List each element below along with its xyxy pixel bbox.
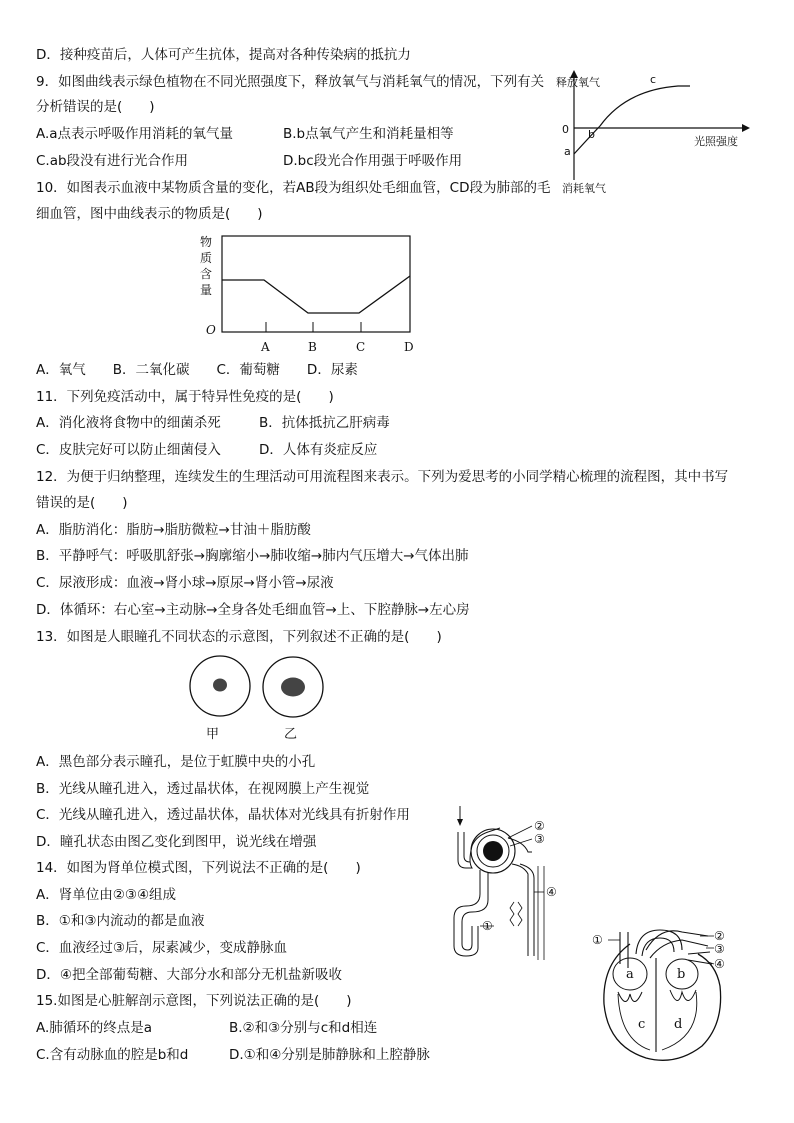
q9-x-label: 光照强度 <box>694 135 738 148</box>
q10-options: A．氧气 B．二氧化碳 C．葡萄糖 D．尿素 <box>36 362 358 378</box>
q9-point-c: c <box>650 73 657 86</box>
q10-stem-line2: 细血管，图中曲线表示的物质是( ) <box>36 206 263 222</box>
q15-chamber-a: a <box>626 967 634 982</box>
q11-stem: 11．下列免疫活动中，属于特异性免疫的是( ) <box>36 389 334 405</box>
q14-option-c: C．血液经过③后，尿素减少，变成静脉血 <box>36 940 288 956</box>
q10-xtick-d: D <box>404 340 414 354</box>
q12-option-b: B．平静呼气：呼吸肌舒张→胸廓缩小→肺收缩→肺内气压增大→气体出肺 <box>36 548 469 564</box>
q13-label-jia: 甲 <box>206 727 220 742</box>
q15-stem: 15.如图是心脏解剖示意图，下列说法正确的是( ) <box>36 993 352 1009</box>
q10-origin: O <box>206 323 216 337</box>
q11-option-a: A．消化液将食物中的细菌杀死 <box>36 415 221 431</box>
q15-option-a: A.肺循环的终点是a <box>36 1020 153 1036</box>
q15-option-d: D.①和④分别是肺静脉和上腔静脉 <box>229 1047 430 1063</box>
q13-label-yi: 乙 <box>284 727 298 742</box>
q9-option-d: D.bc段光合作用强于呼吸作用 <box>283 153 463 169</box>
q11-option-d: D．人体有炎症反应 <box>259 442 378 458</box>
q15-chamber-d: d <box>674 1017 683 1032</box>
q12-option-c: C．尿液形成：血液→肾小球→原尿→肾小管→尿液 <box>36 575 334 591</box>
q14-option-b: B．①和③内流动的都是血液 <box>36 913 205 929</box>
q12-option-d: D．体循环：右心室→主动脉→全身各处毛细血管→上、下腔静脉→左心房 <box>36 602 470 618</box>
q13-option-b: B．光线从瞳孔进入，透过晶状体，在视网膜上产生视觉 <box>36 781 370 797</box>
q14-label-3: ③ <box>534 832 545 846</box>
q10-xtick-b: B <box>308 340 317 354</box>
q10-figure <box>196 230 426 358</box>
q12-stem-line1: 12．为便于归纳整理，连续发生的生理活动可用流程图来表示。下列为爱思考的小同学精心梳理的流程图，其中书写 <box>36 469 729 485</box>
q9-option-b: B.b点氧气产生和消耗量相等 <box>283 126 454 142</box>
q10-ylabel-1: 物 <box>200 235 213 249</box>
q13-option-a: A．黑色部分表示瞳孔，是位于虹膜中央的小孔 <box>36 754 316 770</box>
q14-label-1: ① <box>482 919 493 933</box>
q14-label-4: ④ <box>546 885 557 899</box>
q15-label-3: ③ <box>714 942 725 956</box>
q12-option-a: A．脂肪消化：脂肪→脂肪微粒→甘油＋脂肪酸 <box>36 522 311 538</box>
q15-chamber-c: c <box>638 1017 646 1032</box>
q14-option-d: D．④把全部葡萄糖、大部分水和部分无机盐新吸收 <box>36 967 342 983</box>
q15-figure <box>590 924 758 1066</box>
q15-option-c: C.含有动脉血的腔是b和d <box>36 1047 189 1063</box>
q14-figure <box>448 802 568 964</box>
q9-y-label: 释放氧气 <box>556 76 600 89</box>
q9-stem-line2: 分析错误的是( ) <box>36 99 155 115</box>
q9-option-c: C.ab段没有进行光合作用 <box>36 153 189 169</box>
q10-ylabel-3: 含 <box>200 267 213 281</box>
q15-label-1: ① <box>592 933 603 947</box>
q9-origin: 0 <box>562 123 569 136</box>
q15-option-b: B.②和③分别与c和d相连 <box>229 1020 378 1036</box>
q12-stem-line2: 错误的是( ) <box>36 495 128 511</box>
q13-figure <box>186 654 336 746</box>
q10-xtick-c: C <box>356 340 366 354</box>
q14-label-2: ② <box>534 819 545 833</box>
q14-stem: 14．如图为肾单位模式图，下列说法不正确的是( ) <box>36 860 361 876</box>
q15-chamber-b: b <box>677 967 686 982</box>
q9-stem-line1: 9．如图曲线表示绿色植物在不同光照强度下，释放氧气与消耗氧气的情况，下列有关 <box>36 74 545 90</box>
q9-point-b: b <box>588 128 595 141</box>
q10-ylabel-4: 量 <box>200 283 213 297</box>
q13-stem: 13．如图是人眼瞳孔不同状态的示意图，下列叙述不正确的是( ) <box>36 629 442 645</box>
q15-label-2: ② <box>714 929 725 943</box>
q10-ylabel-2: 质 <box>200 251 213 265</box>
q9-point-a: a <box>564 145 571 158</box>
q11-option-b: B．抗体抵抗乙肝病毒 <box>259 415 390 431</box>
q9-y-neg-label: 消耗氧气 <box>562 182 606 195</box>
q14-option-a: A．肾单位由②③④组成 <box>36 887 177 903</box>
q13-option-d: D．瞳孔状态由图乙变化到图甲，说光线在增强 <box>36 834 317 850</box>
q9-figure <box>548 68 758 195</box>
q8-option-d: D．接种疫苗后，人体可产生抗体，提高对各种传染病的抵抗力 <box>36 47 411 63</box>
q13-option-c: C．光线从瞳孔进入，透过晶状体，晶状体对光线具有折射作用 <box>36 807 410 823</box>
q10-xtick-a: A <box>261 340 270 354</box>
q10-stem-line1: 10．如图表示血液中某物质含量的变化，若AB段为组织处毛细血管，CD段为肺部的毛 <box>36 180 551 196</box>
q11-option-c: C．皮肤完好可以防止细菌侵入 <box>36 442 221 458</box>
q15-label-4: ④ <box>714 957 725 971</box>
q9-option-a: A.a点表示呼吸作用消耗的氧气量 <box>36 126 234 142</box>
